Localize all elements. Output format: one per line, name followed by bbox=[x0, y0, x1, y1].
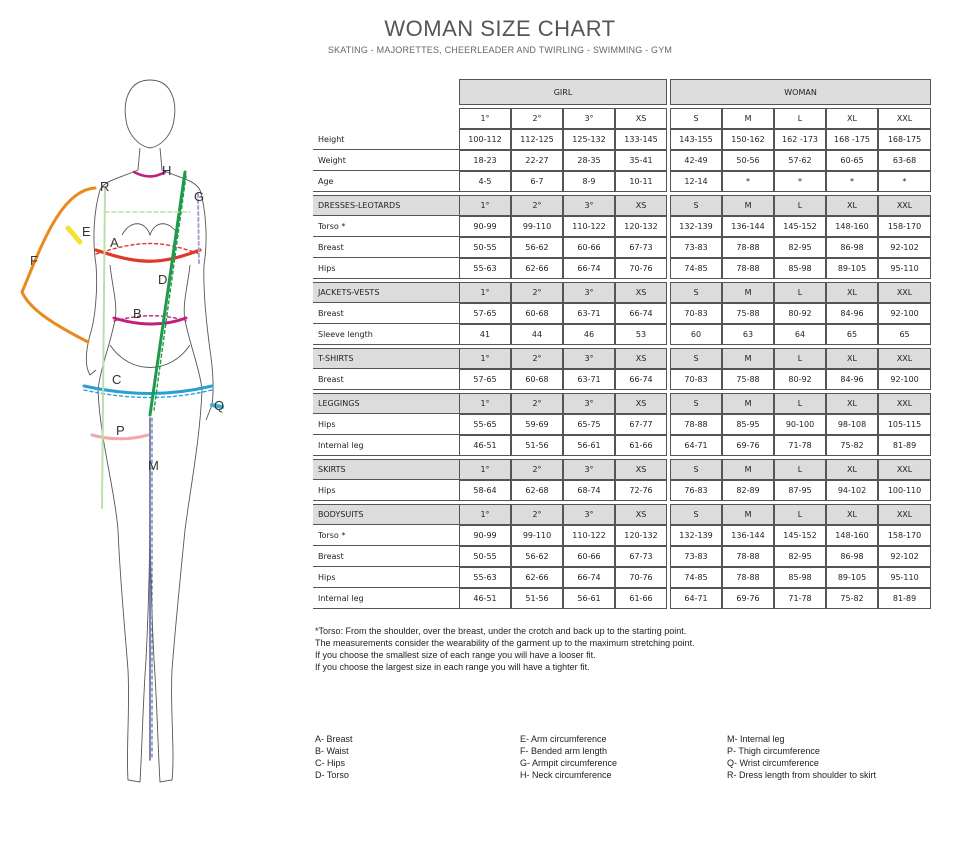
size-header-row bbox=[313, 108, 931, 129]
size-header-cell: XXL bbox=[878, 108, 931, 129]
size-header-cell: 1° bbox=[459, 348, 511, 369]
row-label: Breast bbox=[313, 369, 459, 390]
size-header-cell: XS bbox=[615, 459, 667, 480]
section-title: LEGGINGS bbox=[313, 393, 459, 414]
legend-item: R- Dress length from shoulder to skirt bbox=[727, 770, 877, 780]
size-header-cell: XL bbox=[826, 108, 878, 129]
table-cell: 66-74 bbox=[615, 369, 667, 390]
table-cell: 12-14 bbox=[670, 171, 722, 192]
legend-item: B- Waist bbox=[315, 746, 349, 756]
row-label: Hips bbox=[313, 258, 459, 279]
table-cell: 158-170 bbox=[878, 216, 931, 237]
table-cell: 35-41 bbox=[615, 150, 667, 171]
table-cell: 85-98 bbox=[774, 567, 826, 588]
size-header-cell: 1° bbox=[459, 108, 511, 129]
size-header-cell: 3° bbox=[563, 459, 615, 480]
table-cell: 59-69 bbox=[511, 414, 563, 435]
size-header-cell: M bbox=[722, 108, 774, 129]
size-header-cell: 3° bbox=[563, 504, 615, 525]
legend-item: Q- Wrist circumference bbox=[727, 758, 819, 768]
table-row bbox=[313, 435, 931, 456]
table-cell: 57-62 bbox=[774, 150, 826, 171]
table-cell: 70-76 bbox=[615, 567, 667, 588]
group-woman-header: WOMAN bbox=[670, 79, 931, 105]
table-cell: 168-175 bbox=[878, 129, 931, 150]
table-cell: 60-68 bbox=[511, 369, 563, 390]
table-row bbox=[313, 414, 931, 435]
table-cell: 60-66 bbox=[563, 237, 615, 258]
table-cell: 57-65 bbox=[459, 369, 511, 390]
table-cell: 67-73 bbox=[615, 546, 667, 567]
size-header-cell: S bbox=[670, 393, 722, 414]
size-header-cell: XL bbox=[826, 282, 878, 303]
table-cell: 73-83 bbox=[670, 237, 722, 258]
table-row bbox=[313, 150, 931, 171]
legend-column-2 bbox=[520, 733, 617, 781]
table-cell: 86-98 bbox=[826, 546, 878, 567]
label-C: C bbox=[112, 372, 122, 387]
size-header-cell: M bbox=[722, 348, 774, 369]
table-cell: 82-89 bbox=[722, 480, 774, 501]
label-M: M bbox=[148, 458, 159, 473]
measurement-lines bbox=[22, 172, 225, 760]
table-cell: 132-139 bbox=[670, 216, 722, 237]
table-cell: 150-162 bbox=[722, 129, 774, 150]
table-cell: 78-88 bbox=[722, 567, 774, 588]
row-label: Hips bbox=[313, 567, 459, 588]
size-header-cell: 3° bbox=[563, 108, 615, 129]
section-header-row bbox=[313, 348, 931, 369]
table-cell: 56-62 bbox=[511, 546, 563, 567]
row-label: Breast bbox=[313, 303, 459, 324]
legend-item: E- Arm circumference bbox=[520, 734, 607, 744]
size-header-cell: XL bbox=[826, 459, 878, 480]
size-header-cell: 2° bbox=[511, 282, 563, 303]
size-header-cell: L bbox=[774, 195, 826, 216]
table-row bbox=[313, 258, 931, 279]
table-cell: 51-56 bbox=[511, 588, 563, 609]
table-cell: 44 bbox=[511, 324, 563, 345]
size-header-cell: XS bbox=[615, 504, 667, 525]
row-label: Internal leg bbox=[313, 435, 459, 456]
table-cell: 61-66 bbox=[615, 588, 667, 609]
size-header-cell: XXL bbox=[878, 195, 931, 216]
section-header-row bbox=[313, 195, 931, 216]
size-header-cell: XL bbox=[826, 504, 878, 525]
label-F: F bbox=[30, 253, 38, 268]
row-label: Hips bbox=[313, 480, 459, 501]
size-header-cell: XS bbox=[615, 393, 667, 414]
size-header-cell: S bbox=[670, 195, 722, 216]
table-cell: 56-62 bbox=[511, 237, 563, 258]
table-cell: 145-152 bbox=[774, 525, 826, 546]
table-cell: 105-115 bbox=[878, 414, 931, 435]
size-header-cell: XS bbox=[615, 348, 667, 369]
size-header-cell: 2° bbox=[511, 348, 563, 369]
table-cell: 110-122 bbox=[563, 216, 615, 237]
label-R: R bbox=[100, 179, 110, 194]
table-cell: * bbox=[826, 171, 878, 192]
table-cell: 60-65 bbox=[826, 150, 878, 171]
table-row bbox=[313, 588, 931, 609]
size-header-cell: 2° bbox=[511, 195, 563, 216]
table-cell: 82-95 bbox=[774, 237, 826, 258]
table-cell: 132-139 bbox=[670, 525, 722, 546]
table-cell: 69-76 bbox=[722, 588, 774, 609]
row-label: Internal leg bbox=[313, 588, 459, 609]
table-row bbox=[313, 303, 931, 324]
table-row bbox=[313, 525, 931, 546]
table-cell: 56-61 bbox=[563, 588, 615, 609]
size-header-cell: L bbox=[774, 282, 826, 303]
size-header-cell: S bbox=[670, 108, 722, 129]
table-cell: 62-66 bbox=[511, 258, 563, 279]
size-header-cell: L bbox=[774, 108, 826, 129]
table-row bbox=[313, 324, 931, 345]
size-header-cell: XXL bbox=[878, 459, 931, 480]
table-cell: 10-11 bbox=[615, 171, 667, 192]
section-title: BODYSUITS bbox=[313, 504, 459, 525]
table-cell: 68-74 bbox=[563, 480, 615, 501]
table-cell: 46-51 bbox=[459, 435, 511, 456]
label-G: G bbox=[194, 189, 205, 204]
section-title: T-SHIRTS bbox=[313, 348, 459, 369]
table-cell: 92-100 bbox=[878, 303, 931, 324]
table-cell: 73-83 bbox=[670, 546, 722, 567]
size-header-cell: S bbox=[670, 282, 722, 303]
label-D: D bbox=[158, 272, 168, 287]
size-header-cell: XS bbox=[615, 282, 667, 303]
table-cell: 80-92 bbox=[774, 303, 826, 324]
table-cell: 75-88 bbox=[722, 369, 774, 390]
page-subtitle: SKATING - MAJORETTES, CHEERLEADER AND TWIRLING - SWIMMING - GYM bbox=[327, 45, 673, 55]
size-header-cell: S bbox=[670, 348, 722, 369]
table-cell: 75-88 bbox=[722, 303, 774, 324]
table-cell: 158-170 bbox=[878, 525, 931, 546]
table-cell: 78-88 bbox=[722, 258, 774, 279]
table-cell: 67-73 bbox=[615, 237, 667, 258]
table-cell: 85-98 bbox=[774, 258, 826, 279]
table-cell: 136-144 bbox=[722, 525, 774, 546]
table-cell: 82-95 bbox=[774, 546, 826, 567]
size-header-cell: M bbox=[722, 504, 774, 525]
table-cell: 72-76 bbox=[615, 480, 667, 501]
table-cell: 110-122 bbox=[563, 525, 615, 546]
size-header-cell: S bbox=[670, 504, 722, 525]
table-cell: 61-66 bbox=[615, 435, 667, 456]
legend-item: D- Torso bbox=[315, 770, 349, 780]
table-cell: 66-74 bbox=[615, 303, 667, 324]
table-cell: 6-7 bbox=[511, 171, 563, 192]
table-cell: 92-100 bbox=[878, 369, 931, 390]
table-cell: 133-145 bbox=[615, 129, 667, 150]
table-cell: 99-110 bbox=[511, 525, 563, 546]
table-cell: 56-61 bbox=[563, 435, 615, 456]
size-header-cell: L bbox=[774, 504, 826, 525]
size-header-cell: M bbox=[722, 459, 774, 480]
legend-item: P- Thigh circumference bbox=[727, 746, 820, 756]
table-cell: 75-82 bbox=[826, 588, 878, 609]
size-header-cell: 1° bbox=[459, 393, 511, 414]
table-cell: 87-95 bbox=[774, 480, 826, 501]
table-cell: 64-71 bbox=[670, 588, 722, 609]
table-cell: 168 -175 bbox=[826, 129, 878, 150]
size-header-cell: 1° bbox=[459, 504, 511, 525]
table-cell: 60-68 bbox=[511, 303, 563, 324]
label-B: B bbox=[133, 306, 142, 321]
table-cell: 50-55 bbox=[459, 546, 511, 567]
body-measurement-figure bbox=[0, 60, 300, 800]
size-chart-table bbox=[313, 79, 931, 609]
table-cell: 162 -173 bbox=[774, 129, 826, 150]
table-cell: 80-92 bbox=[774, 369, 826, 390]
table-row bbox=[313, 567, 931, 588]
table-cell: 85-95 bbox=[722, 414, 774, 435]
legend-item: H- Neck circumference bbox=[520, 770, 612, 780]
table-row bbox=[313, 237, 931, 258]
size-header-cell: 1° bbox=[459, 459, 511, 480]
table-cell: 92-102 bbox=[878, 237, 931, 258]
row-label: Torso * bbox=[313, 216, 459, 237]
group-girl-header: GIRL bbox=[459, 79, 667, 105]
size-header-cell: XL bbox=[826, 348, 878, 369]
table-row bbox=[313, 480, 931, 501]
table-row bbox=[313, 546, 931, 567]
page-title: WOMAN SIZE CHART bbox=[384, 16, 616, 41]
table-cell: 22-27 bbox=[511, 150, 563, 171]
table-cell: 78-88 bbox=[670, 414, 722, 435]
row-label: Sleeve length bbox=[313, 324, 459, 345]
legend-item: F- Bended arm length bbox=[520, 746, 608, 756]
table-cell: 55-63 bbox=[459, 567, 511, 588]
legend-column-1 bbox=[315, 733, 353, 781]
table-cell: 64 bbox=[774, 324, 826, 345]
note-line: *Torso: From the shoulder, over the breast, under the crotch and back up to the starting point. bbox=[315, 626, 687, 636]
table-cell: 51-56 bbox=[511, 435, 563, 456]
table-row bbox=[313, 216, 931, 237]
section-header-row bbox=[313, 282, 931, 303]
table-cell: 53 bbox=[615, 324, 667, 345]
table-cell: 94-102 bbox=[826, 480, 878, 501]
table-cell: 75-82 bbox=[826, 435, 878, 456]
table-cell: 70-83 bbox=[670, 369, 722, 390]
size-header-cell: XXL bbox=[878, 504, 931, 525]
table-cell: 50-55 bbox=[459, 237, 511, 258]
legend-item: A- Breast bbox=[315, 734, 353, 744]
section-title: SKIRTS bbox=[313, 459, 459, 480]
size-header-cell: S bbox=[670, 459, 722, 480]
note-line: If you choose the smallest size of each range you will have a looser fit. bbox=[315, 650, 596, 660]
label-H: H bbox=[162, 163, 172, 178]
size-header-cell: 3° bbox=[563, 282, 615, 303]
table-cell: 148-160 bbox=[826, 216, 878, 237]
row-label: Torso * bbox=[313, 525, 459, 546]
table-cell: 65 bbox=[878, 324, 931, 345]
table-cell: 90-99 bbox=[459, 216, 511, 237]
table-cell: 63-71 bbox=[563, 303, 615, 324]
table-cell: 66-74 bbox=[563, 567, 615, 588]
size-header-cell: M bbox=[722, 282, 774, 303]
group-header-row bbox=[313, 79, 931, 105]
size-header-cell: XL bbox=[826, 195, 878, 216]
table-cell: 81-89 bbox=[878, 435, 931, 456]
table-cell: 60-66 bbox=[563, 546, 615, 567]
section-title: JACKETS-VESTS bbox=[313, 282, 459, 303]
table-cell: 95-110 bbox=[878, 567, 931, 588]
table-cell: 63-68 bbox=[878, 150, 931, 171]
section-title: DRESSES-LEOTARDS bbox=[313, 195, 459, 216]
table-cell: 41 bbox=[459, 324, 511, 345]
table-row bbox=[313, 171, 931, 192]
size-header-cell: XS bbox=[615, 195, 667, 216]
note-line: The measurements consider the wearability of the garment up to the maximum stretching point. bbox=[315, 638, 695, 648]
size-header-cell: 3° bbox=[563, 348, 615, 369]
table-cell: * bbox=[774, 171, 826, 192]
table-cell: 78-88 bbox=[722, 237, 774, 258]
table-cell: 65 bbox=[826, 324, 878, 345]
table-cell: 76-83 bbox=[670, 480, 722, 501]
size-header-cell: 2° bbox=[511, 108, 563, 129]
table-cell: 46-51 bbox=[459, 588, 511, 609]
empty-cell bbox=[313, 79, 459, 105]
table-cell: 81-89 bbox=[878, 588, 931, 609]
section-header-row bbox=[313, 459, 931, 480]
size-header-cell: M bbox=[722, 393, 774, 414]
table-cell: 136-144 bbox=[722, 216, 774, 237]
table-cell: 62-68 bbox=[511, 480, 563, 501]
table-cell: 57-65 bbox=[459, 303, 511, 324]
size-header-cell: XL bbox=[826, 393, 878, 414]
table-cell: 63-71 bbox=[563, 369, 615, 390]
table-cell: 99-110 bbox=[511, 216, 563, 237]
size-header-cell: XXL bbox=[878, 282, 931, 303]
table-cell: 89-105 bbox=[826, 567, 878, 588]
row-label: Breast bbox=[313, 237, 459, 258]
section-header-row bbox=[313, 393, 931, 414]
table-cell: 46 bbox=[563, 324, 615, 345]
table-cell: 71-78 bbox=[774, 588, 826, 609]
size-header-cell: L bbox=[774, 393, 826, 414]
legend-item: G- Armpit circumference bbox=[520, 758, 618, 768]
table-cell: 64-71 bbox=[670, 435, 722, 456]
label-A: A bbox=[110, 235, 119, 250]
table-cell: 92-102 bbox=[878, 546, 931, 567]
table-cell: 67-77 bbox=[615, 414, 667, 435]
table-cell: 90-100 bbox=[774, 414, 826, 435]
row-label: Height bbox=[313, 129, 459, 150]
label-E: E bbox=[82, 224, 91, 239]
table-cell: 55-65 bbox=[459, 414, 511, 435]
table-cell: 58-64 bbox=[459, 480, 511, 501]
table-cell: 74-85 bbox=[670, 258, 722, 279]
table-cell: 143-155 bbox=[670, 129, 722, 150]
size-header-cell: L bbox=[774, 348, 826, 369]
size-header-cell: 1° bbox=[459, 195, 511, 216]
label-P: P bbox=[116, 423, 125, 438]
size-header-cell: 2° bbox=[511, 459, 563, 480]
table-row bbox=[313, 369, 931, 390]
row-label: Weight bbox=[313, 150, 459, 171]
size-header-cell: 1° bbox=[459, 282, 511, 303]
table-cell: 70-76 bbox=[615, 258, 667, 279]
empty-cell bbox=[313, 108, 459, 129]
table-cell: 100-110 bbox=[878, 480, 931, 501]
table-cell: 71-78 bbox=[774, 435, 826, 456]
size-header-cell: 2° bbox=[511, 393, 563, 414]
table-cell: 62-66 bbox=[511, 567, 563, 588]
table-cell: 145-152 bbox=[774, 216, 826, 237]
table-cell: 100-112 bbox=[459, 129, 511, 150]
table-cell: 74-85 bbox=[670, 567, 722, 588]
note-line: If you choose the largest size in each range you will have a tighter fit. bbox=[315, 662, 590, 672]
size-header-cell: XXL bbox=[878, 393, 931, 414]
section-header-row bbox=[313, 504, 931, 525]
table-cell: 42-49 bbox=[670, 150, 722, 171]
table-cell: 70-83 bbox=[670, 303, 722, 324]
table-cell: 98-108 bbox=[826, 414, 878, 435]
table-cell: 65-75 bbox=[563, 414, 615, 435]
size-header-cell: L bbox=[774, 459, 826, 480]
table-cell: 28-35 bbox=[563, 150, 615, 171]
label-Q: Q bbox=[214, 398, 225, 413]
size-header-cell: XXL bbox=[878, 348, 931, 369]
table-cell: 78-88 bbox=[722, 546, 774, 567]
table-cell: 84-96 bbox=[826, 303, 878, 324]
table-cell: 125-132 bbox=[563, 129, 615, 150]
table-cell: 55-63 bbox=[459, 258, 511, 279]
table-cell: 95-110 bbox=[878, 258, 931, 279]
table-cell: 4-5 bbox=[459, 171, 511, 192]
table-cell: 8-9 bbox=[563, 171, 615, 192]
table-cell: 120-132 bbox=[615, 525, 667, 546]
table-cell: 63 bbox=[722, 324, 774, 345]
table-cell: 18-23 bbox=[459, 150, 511, 171]
table-cell: 84-96 bbox=[826, 369, 878, 390]
table-cell: 86-98 bbox=[826, 237, 878, 258]
notes bbox=[315, 625, 695, 673]
table-cell: 148-160 bbox=[826, 525, 878, 546]
table-cell: * bbox=[878, 171, 931, 192]
table-cell: 120-132 bbox=[615, 216, 667, 237]
table-cell: 50-56 bbox=[722, 150, 774, 171]
table-cell: 66-74 bbox=[563, 258, 615, 279]
table-cell: 89-105 bbox=[826, 258, 878, 279]
size-header-cell: 3° bbox=[563, 195, 615, 216]
row-label: Hips bbox=[313, 414, 459, 435]
row-label: Breast bbox=[313, 546, 459, 567]
table-cell: 60 bbox=[670, 324, 722, 345]
table-cell: 69-76 bbox=[722, 435, 774, 456]
table-row bbox=[313, 129, 931, 150]
legend-item: M- Internal leg bbox=[727, 734, 785, 744]
legend-column-3 bbox=[727, 733, 876, 781]
table-cell: 90-99 bbox=[459, 525, 511, 546]
legend-item: C- Hips bbox=[315, 758, 346, 768]
table-cell: * bbox=[722, 171, 774, 192]
size-header-cell: M bbox=[722, 195, 774, 216]
size-header-cell: 3° bbox=[563, 393, 615, 414]
table-cell: 112-125 bbox=[511, 129, 563, 150]
size-header-cell: 2° bbox=[511, 504, 563, 525]
row-label: Age bbox=[313, 171, 459, 192]
size-header-cell: XS bbox=[615, 108, 667, 129]
